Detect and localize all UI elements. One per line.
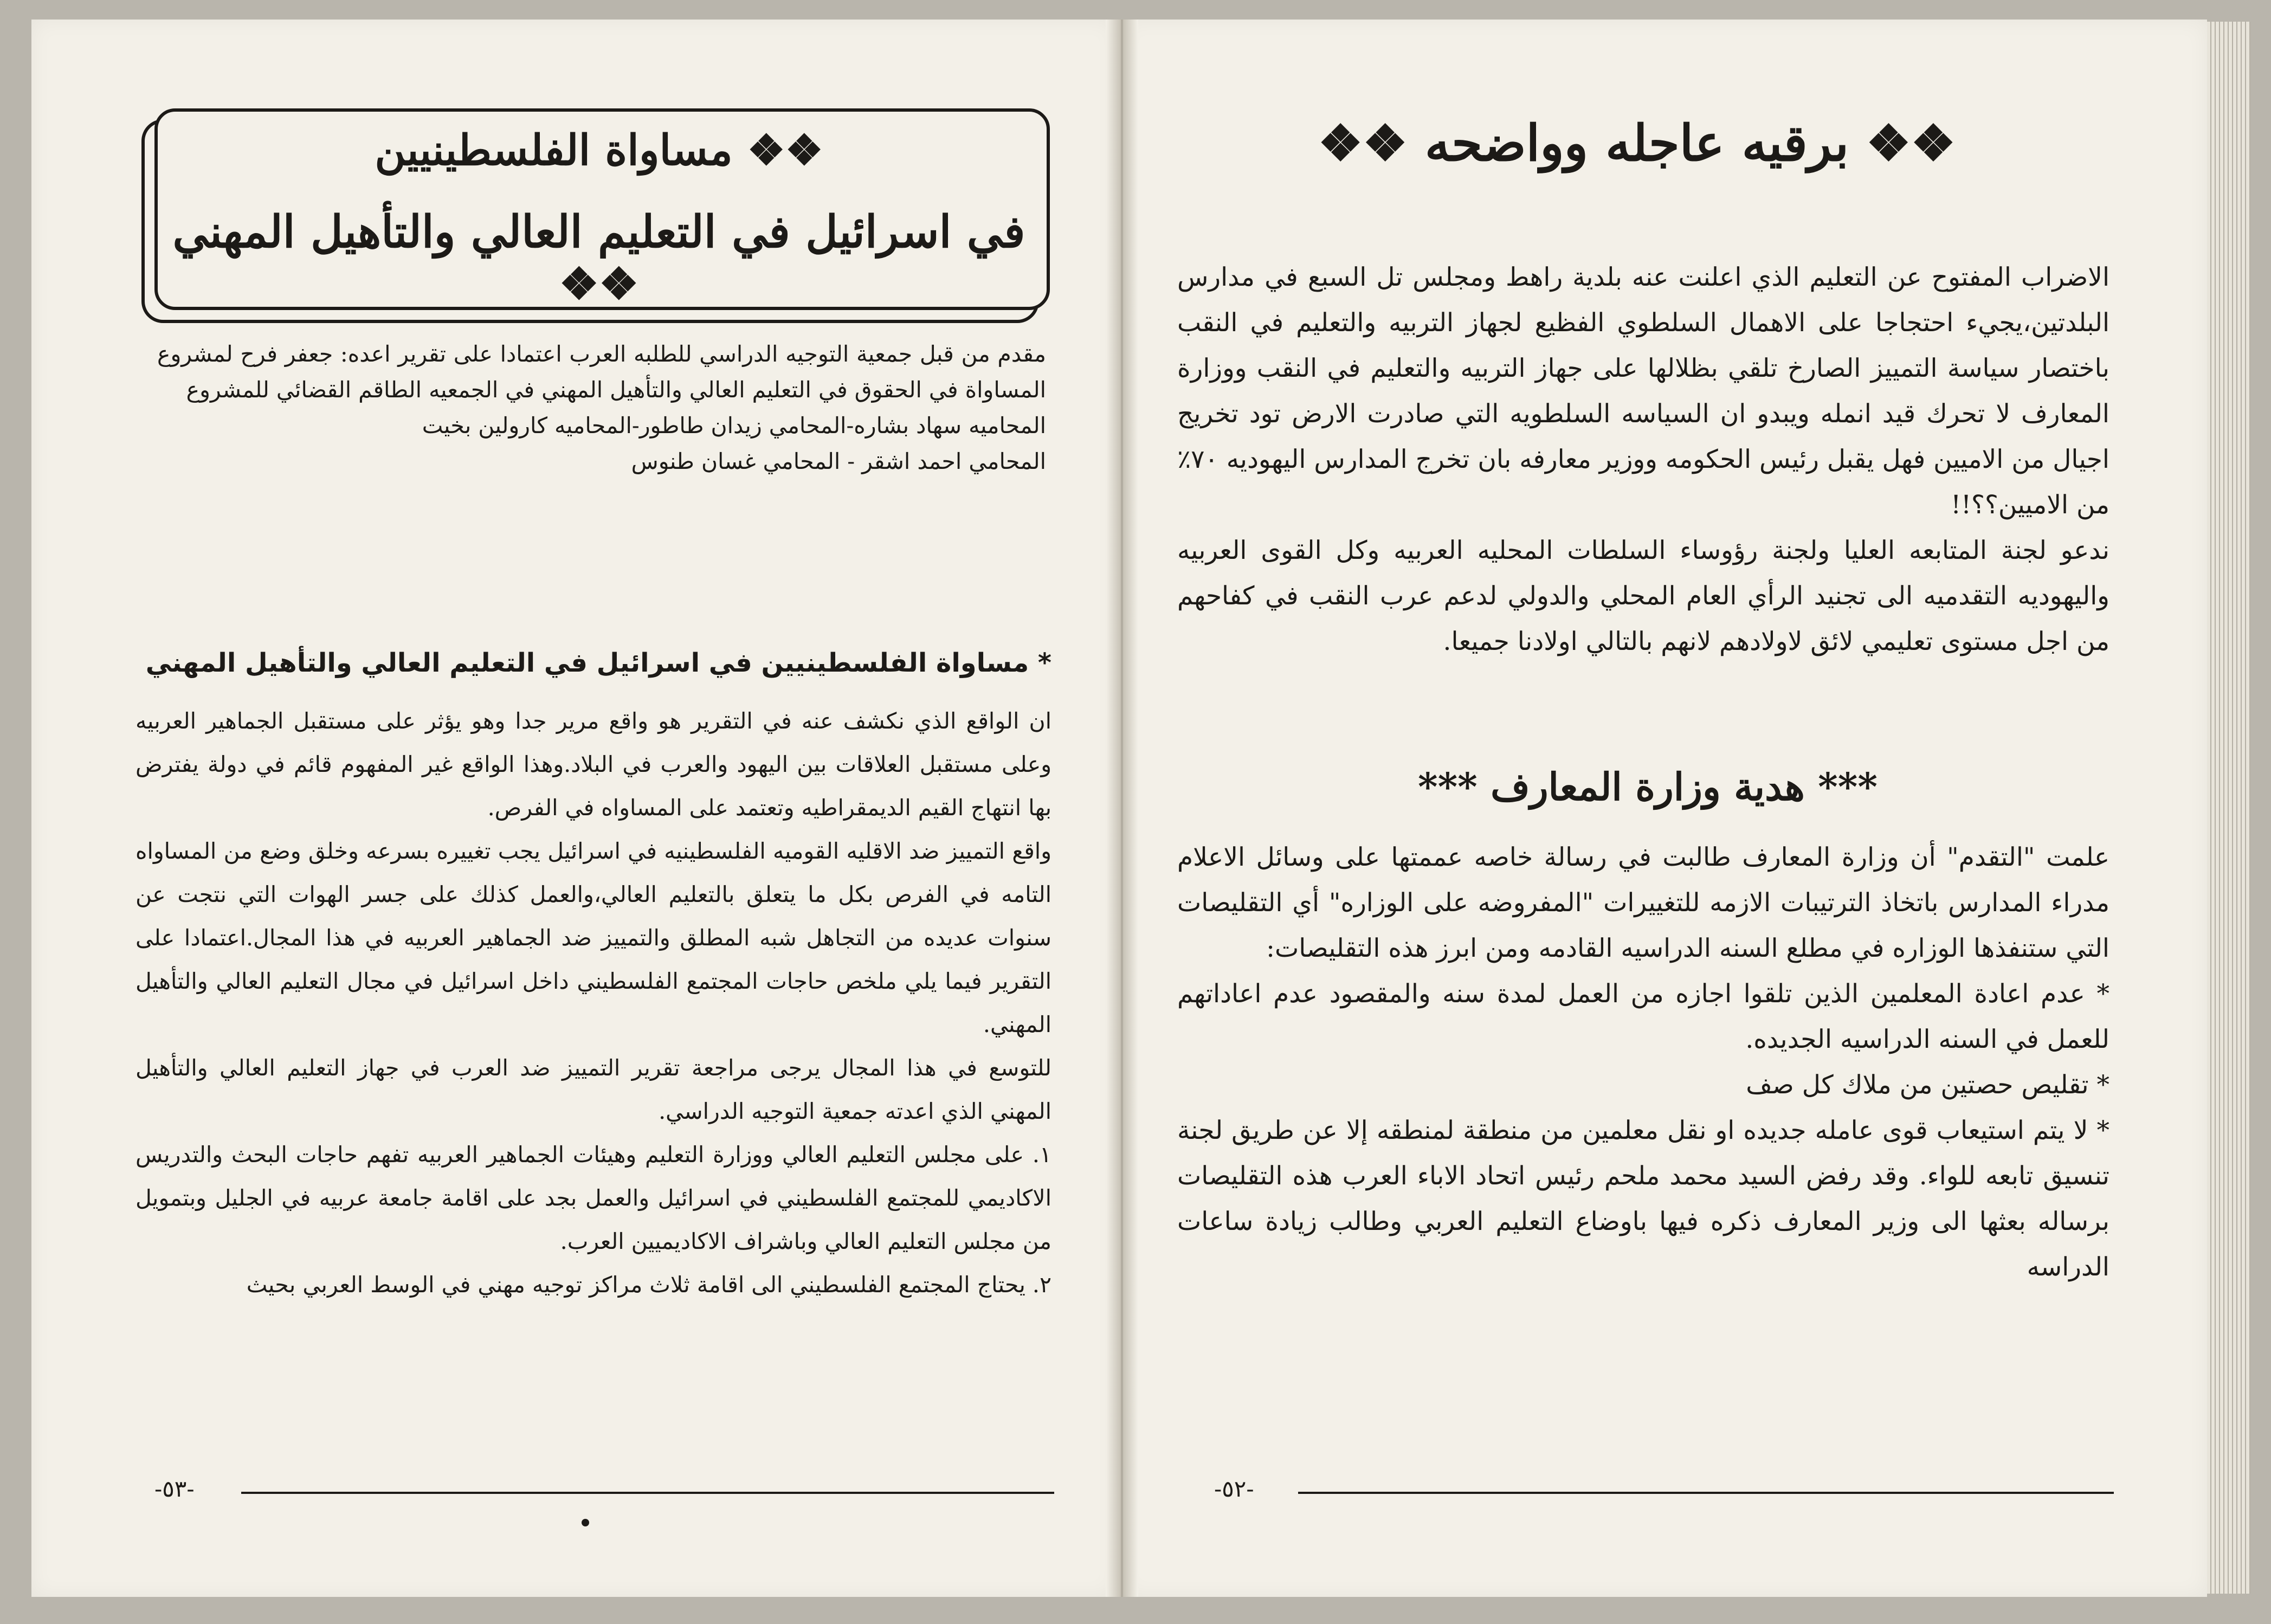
- paragraph: ٢. يحتاج المجتمع الفلسطيني الى اقامة ثلاث مراكز توجيه مهني في الوسط العربي بحيث: [246, 1272, 1051, 1298]
- section-heading: * مساواة الفلسطينيين في اسرائيل في التعليم العالي والتأهيل المهني: [145, 648, 1051, 678]
- intro-line: المحاميه سهاد بشاره-المحامي زيدان طاطور-المحاميه كارولين بخيت: [422, 413, 1046, 439]
- right-page-body-2: [1177, 835, 2109, 1290]
- book-gutter: [1106, 20, 1138, 1597]
- right-page-title: ❖❖ برقيه عاجله وواضحه ❖❖: [1318, 114, 1956, 172]
- left-page-intro: [157, 336, 1046, 479]
- paragraph: ان الواقع الذي نكشف عنه في التقرير هو واقع مرير جدا وهو يؤثر على مستقبل الجماهير العربيه وعلى مستقبل العلاقات بين اليهود والعرب في البلاد.وهذا الواقع غير المفهوم قائم في دولة يفترض بها انتهاج القيم الديمقراطيه وتعتمد على المساواه في الفرص.: [136, 708, 1051, 821]
- paragraph: ١. على مجلس التعليم العالي ووزارة التعليم وهيئات الجماهير العربيه تفهم حاجات البحث والتدريس الاكاديمي للمجتمع الفلسطيني في اسرائيل والعمل بجد على اقامة جامعة عربيه في الجليل وبتمويل من مجلس التعليم العالي وباشراف الاكاديميين العرب.: [136, 1142, 1051, 1254]
- footer-rule-left: [241, 1492, 1054, 1494]
- left-page-body: [136, 699, 1051, 1306]
- page-number-right: -٥٢-: [1214, 1475, 1254, 1502]
- paragraph: علمت "التقدم" أن وزارة المعارف طالبت في رسالة خاصه عممتها على وسائل الاعلام مدراء المدارس باتخاذ الترتيبات الازمه للتغييرات "المفروضه على الوزاره" أي التقليصات التي ستنفذها الوزاره في مطلع السنه الدراسيه القادمه ومن ابرز هذه التقليصات:: [1177, 842, 2109, 963]
- paragraph: * عدم اعادة المعلمين الذين تلقوا اجازه من العمل لمدة سنه والمقصود عدم اعاداتهم للعمل في السنه الدراسيه الجديده.: [1177, 979, 2109, 1054]
- right-page-body: [1177, 255, 2109, 665]
- paragraph: للتوسع في هذا المجال يرجى مراجعة تقرير التمييز ضد العرب في جهاز التعليم العالي والتأهيل المهني الذي اعدته جمعية التوجيه الدراسي.: [136, 1055, 1051, 1124]
- paragraph: ندعو لجنة المتابعه العليا ولجنة رؤوساء السلطات المحليه العربيه وكل القوى العربيه واليهوديه التقدميه الى تجنيد الرأي العام المحلي والدولي لدعم عرب النقب في كفاحهم من اجل مستوى تعليمي لائق لاولادهم لانهم بالتالي اولادنا جميعا.: [1177, 536, 2109, 656]
- footer-rule-right: [1298, 1492, 2114, 1494]
- paragraph: الاضراب المفتوح عن التعليم الذي اعلنت عنه بلدية راهط ومجلس تل السبع في مدارس البلدتين،يجيء احتجاجا على الاهمال السلطوي الفظيع لجهاز التربيه والتعليم في النقب باختصار سياسة التمييز الصارخ تلقي بظلالها على جهاز التربيه والتعليم في النقب ووزارة المعارف لا تحرك قيد انمله ويبدو ان السياسه السلطويه التي صادرت الارض تود تخريج اجيال من الاميين فهل يقبل رئيس الحكومه ووزير معارفه بان تخرج المدارس اليهوديه ٧٠٪ من الاميين؟؟!!: [1177, 262, 2109, 520]
- paragraph: * تقليص حصتين من ملاك كل صف: [1746, 1070, 2109, 1100]
- paragraph: واقع التمييز ضد الاقليه القوميه الفلسطينيه في اسرائيل يجب تغييره بسرعه وخلق وضع من المساواه التامه في الفرص بكل ما يتعلق بالتعليم العالي،والعمل كذلك على جسر الهوات التي نتجت عن سنوات عديده من التجاهل شبه المطلق والتمييز ضد الجماهير العربيه في هذا المجال.اعتمادا على التقرير فيما يلي ملخص حاجات المجتمع الفلسطيني داخل اسرائيل في مجال التعليم العالي والتأهيل المهني.: [136, 838, 1051, 1037]
- box-title-line2: في اسرائيل في التعليم العالي والتأهيل المهني ❖❖: [172, 206, 1025, 310]
- page-edges: [2207, 22, 2250, 1594]
- box-title-line1: ❖❖ مساواة الفلسطينيين: [375, 126, 823, 175]
- dot-mark: [582, 1519, 589, 1526]
- right-page-subtitle: *** هدية وزارة المعارف ***: [1417, 764, 1878, 809]
- intro-line: المحامي احمد اشقر - المحامي غسان طنوس: [631, 448, 1046, 474]
- page-number-left: -٥٣-: [154, 1475, 195, 1502]
- paragraph: * لا يتم استيعاب قوى عامله جديده او نقل معلمين من منطقة لمنطقه إلا عن طريق لجنة تنسيق تابعه للواء. وقد رفض السيد محمد ملحم رئيس اتحاد الاباء العرب هذه التقليصات برساله بعثها الى وزير المعارف ذكره فيها باوضاع التعليم العربي وطالب زيادة ساعات الدراسه: [1177, 1116, 2109, 1282]
- intro-line: مقدم من قبل جمعية التوجيه الدراسي للطلبه العرب اعتمادا على تقرير اعده: جعفر فرح لمشروع المساواة في الحقوق في التعليم العالي والتأهيل المهني في الجمعيه الطاقم القضائي للمشروع: [157, 341, 1046, 403]
